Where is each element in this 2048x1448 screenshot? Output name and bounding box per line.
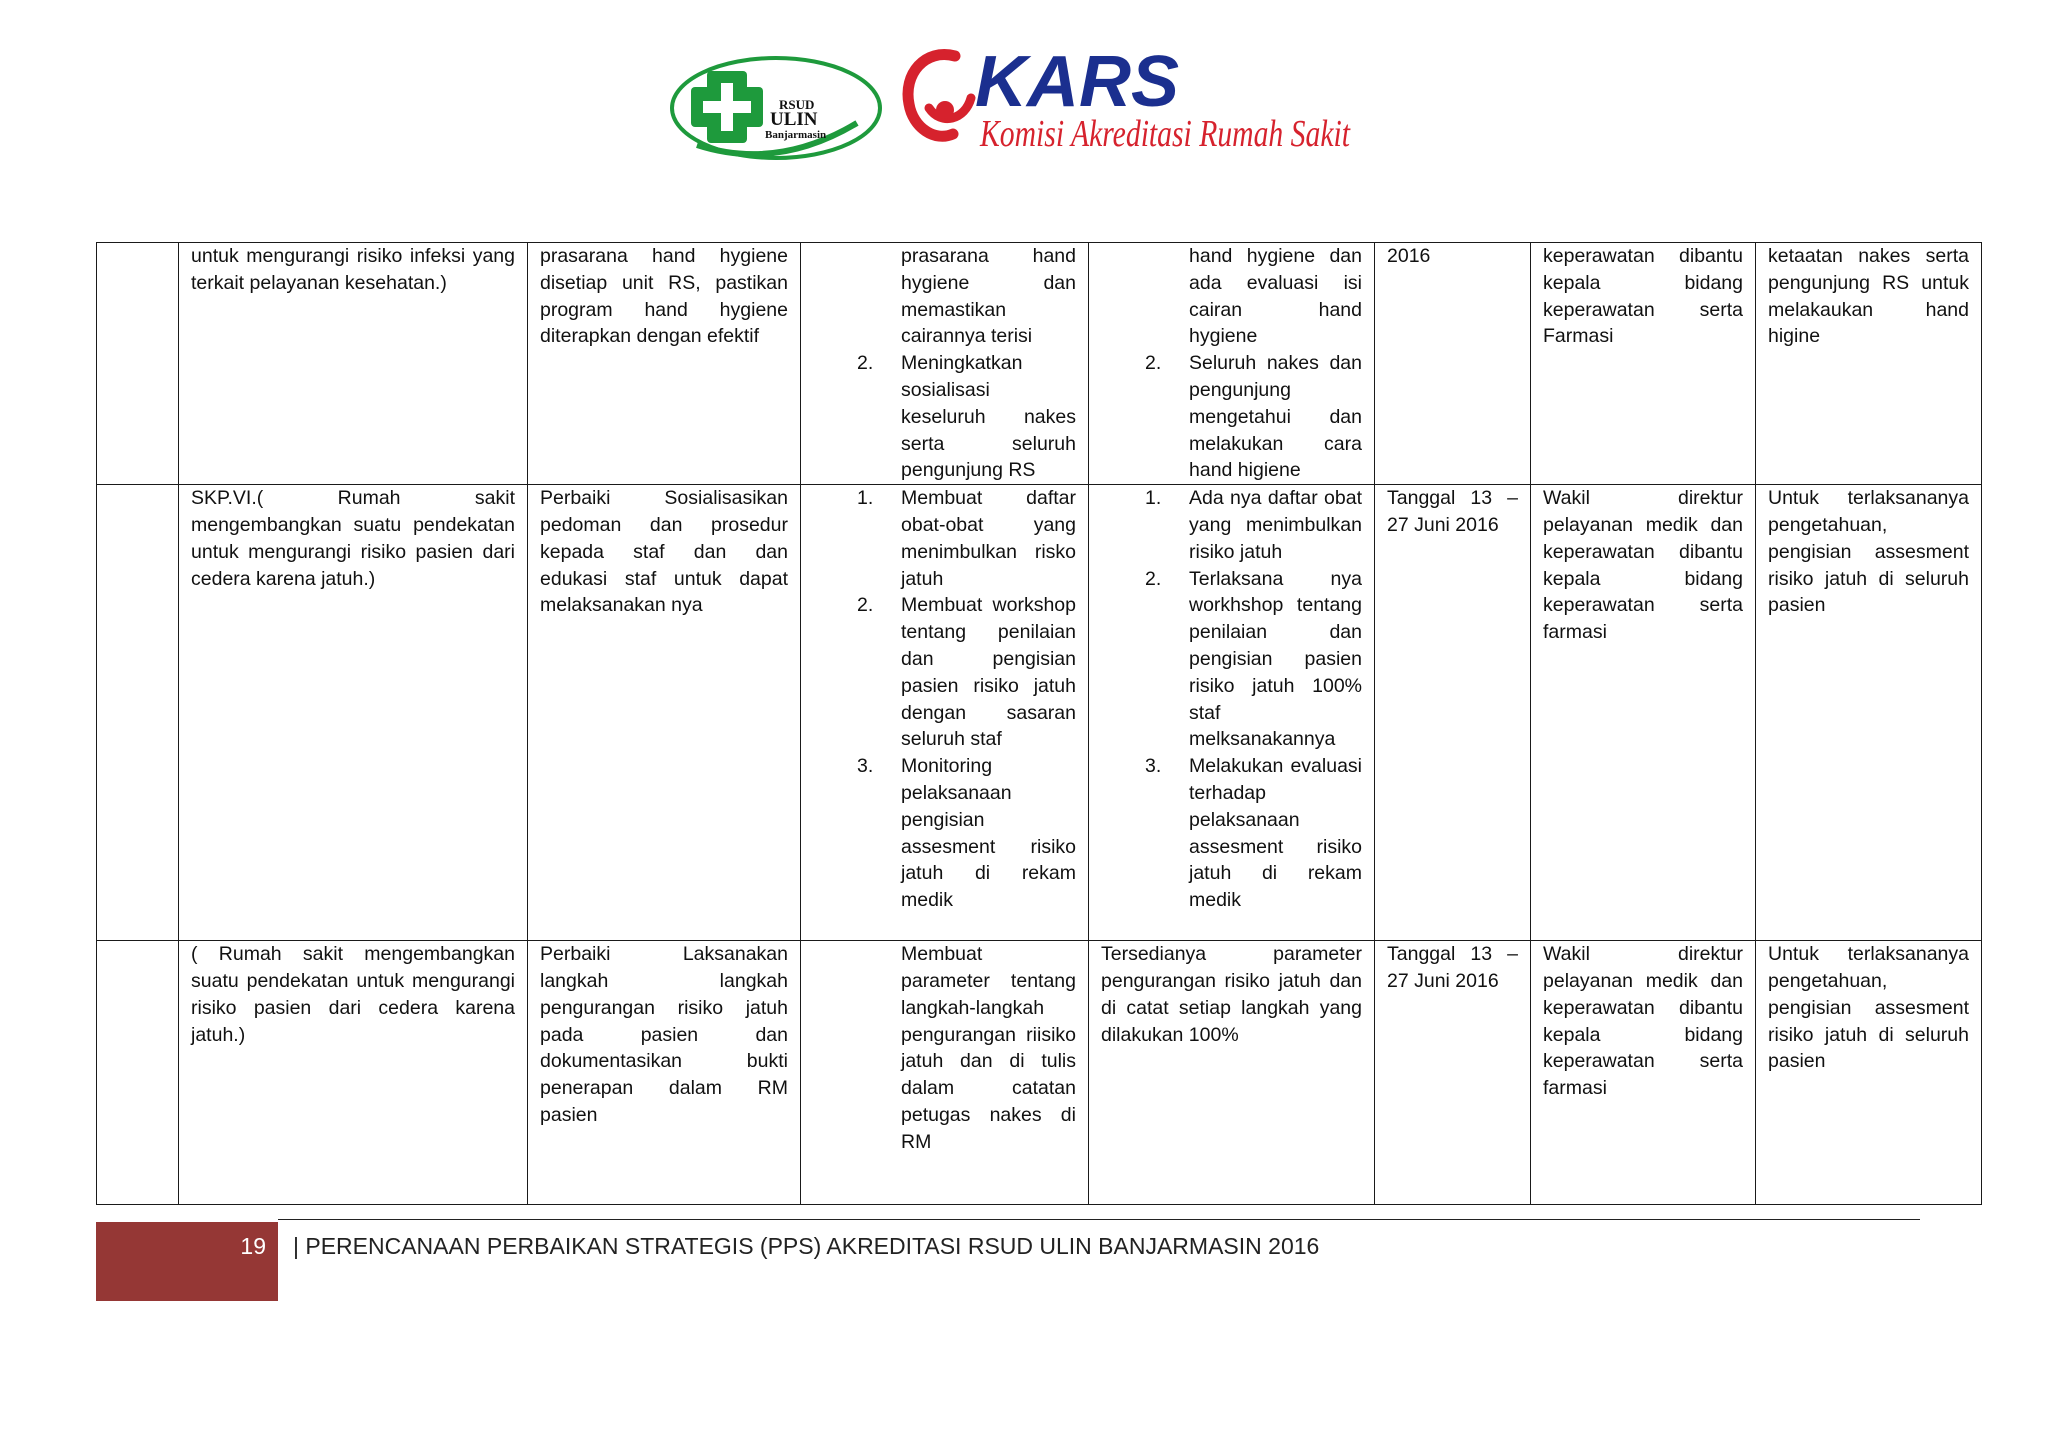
number-cell xyxy=(97,243,179,485)
target-cell: Untuk terlaksananya pengetahuan, pengisian assesment risiko jatuh di seluruh pasien xyxy=(1756,485,1982,941)
activity-cell xyxy=(801,485,1089,941)
indicator-item: 1. Ada nya daftar obat yang menimbulkan risiko jatuh xyxy=(1145,487,1362,563)
activity-item: 2. Meningkatkan sosialisasi keseluruh nakes serta seluruh pengunjung RS xyxy=(857,352,1076,482)
footer-divider xyxy=(278,1219,1920,1220)
standard-cell: untuk mengurangi risiko infeksi yang terkait pelayanan kesehatan.) xyxy=(179,243,528,485)
rsud-text: RSUD xyxy=(779,97,815,112)
activity-item: 3. Monitoring pelaksanaan pengisian assesment risiko jatuh di rekam medik xyxy=(857,755,1076,912)
indicator-cell: Tersedianya parameter pengurangan risiko jatuh dan di catat setiap langkah yang dilakukan 100% xyxy=(1089,941,1375,1205)
number-cell xyxy=(97,941,179,1205)
banjarmasin-text: Banjarmasin xyxy=(765,129,827,141)
responsible-cell: Wakil direktur pelayanan medik dan keperawatan dibantu kepala bidang keperawatan serta farmasi xyxy=(1531,941,1756,1205)
standard-cell: SKP.VI.( Rumah sakit mengembangkan suatu pendekatan untuk mengurangi risiko pasien dari cedera karena jatuh.) xyxy=(179,485,528,941)
table-row xyxy=(97,485,1982,941)
schedule-cell: Tanggal 13 – 27 Juni 2016 xyxy=(1375,941,1531,1205)
indicator-item: 3. Melakukan evaluasi terhadap pelaksanaan assesment risiko jatuh di rekam medik xyxy=(1145,755,1362,912)
kars-logo xyxy=(895,38,1365,158)
responsible-cell: keperawatan dibantu kepala bidang keperawatan serta Farmasi xyxy=(1531,243,1756,485)
schedule-cell: Tanggal 13 – 27 Juni 2016 xyxy=(1375,485,1531,941)
kars-title: KARS xyxy=(975,42,1180,122)
table-row xyxy=(97,941,1982,1205)
target-cell: Untuk terlaksananya pengetahuan, pengisian assesment risiko jatuh di seluruh pasien xyxy=(1756,941,1982,1205)
schedule-cell: 2016 xyxy=(1375,243,1531,485)
indicator-item: 2. Seluruh nakes dan pengunjung mengetahui dan melakukan cara hand higiene xyxy=(1145,352,1362,482)
ulin-text: ULIN xyxy=(770,109,818,130)
page-number: 19 xyxy=(240,1233,266,1259)
action-plan-table xyxy=(96,242,1982,1205)
activity-cell xyxy=(801,243,1089,485)
table-row xyxy=(97,243,1982,485)
activity-item: 2. Membuat workshop tentang penilaian dan pengisian pasien risiko jatuh dengan sasaran seluruh staf xyxy=(857,594,1076,751)
activity-item: prasarana hand hygiene dan memastikan cairannya terisi xyxy=(901,245,1076,348)
activity-cell: Membuat parameter tentang langkah-langkah pengurangan riisiko jatuh dan di tulis dalam catatan petugas nakes di RM xyxy=(801,941,1089,1205)
indicator-cell xyxy=(1089,485,1375,941)
rsud-ulin-logo xyxy=(667,53,885,163)
indicator-item: hand hygiene dan ada evaluasi isi cairan hand hygiene xyxy=(1189,245,1362,348)
responsible-cell: Wakil direktur pelayanan medik dan keperawatan dibantu kepala bidang keperawatan serta farmasi xyxy=(1531,485,1756,941)
footer-title: | PERENCANAAN PERBAIKAN STRATEGIS (PPS) AKREDITASI RSUD ULIN BANJARMASIN 2016 xyxy=(293,1233,1320,1259)
kars-subtitle: Komisi Akreditasi Rumah Sakit xyxy=(979,113,1352,155)
indicator-item: 2. Terlaksana nya workhshop tentang penilaian dan pengisian pasien risiko jatuh 100% staf melksanakannya xyxy=(1145,567,1362,751)
recommendation-cell: prasarana hand hygiene disetiap unit RS, pastikan program hand hygiene diterapkan dengan efektif xyxy=(528,243,801,485)
target-cell: ketaatan nakes serta pengunjung RS untuk melakaukan hand higine xyxy=(1756,243,1982,485)
indicator-cell xyxy=(1089,243,1375,485)
recommendation-cell: Perbaiki Laksanakan langkah langkah pengurangan risiko jatuh pada pasien dan dokumentasikan bukti penerapan dalam RM pasien xyxy=(528,941,801,1205)
standard-cell: ( Rumah sakit mengembangkan suatu pendekatan untuk mengurangi risiko pasien dari cedera karena jatuh.) xyxy=(179,941,528,1205)
recommendation-cell: Perbaiki Sosialisasikan pedoman dan prosedur kepada staf dan dan edukasi staf untuk dapat melaksanakan nya xyxy=(528,485,801,941)
number-cell xyxy=(97,485,179,941)
kars-emblem-icon xyxy=(908,55,971,137)
activity-item: 1. Membuat daftar obat-obat yang menimbulkan risko jatuh xyxy=(857,487,1076,590)
